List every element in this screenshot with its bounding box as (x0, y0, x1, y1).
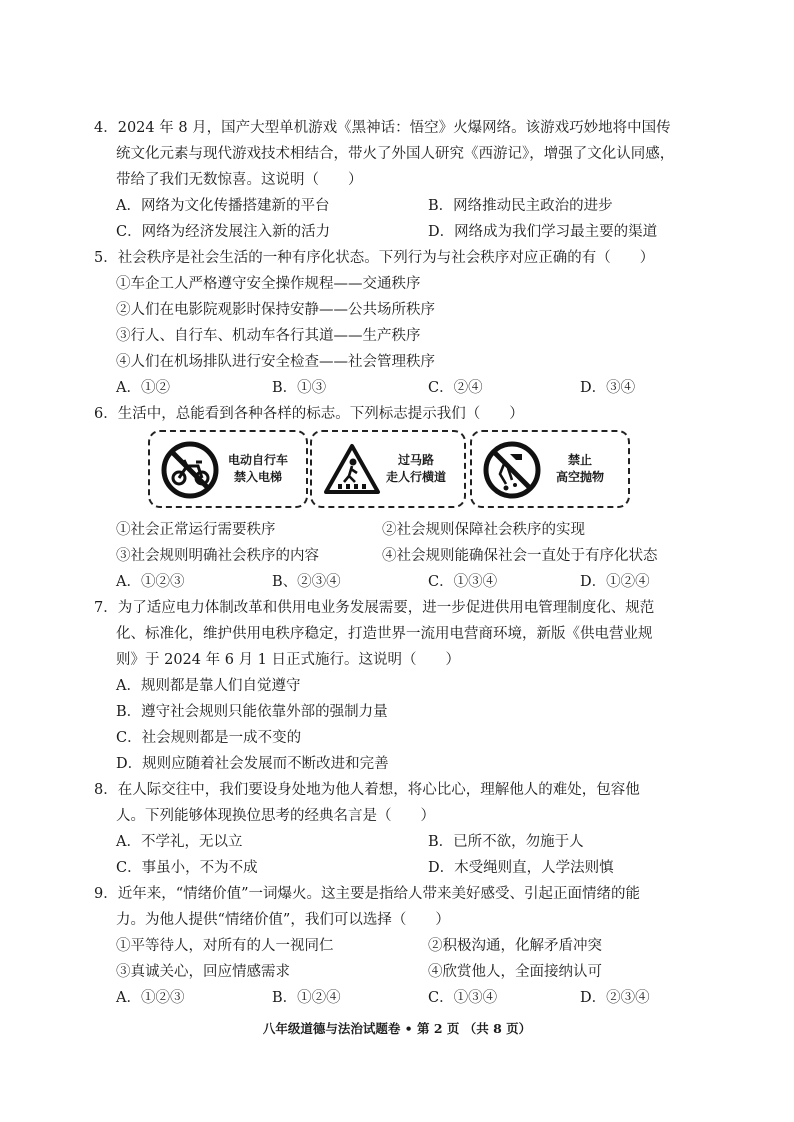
q7-option-c: C．社会规则都是一成不变的 (116, 730, 302, 746)
q6-option-a: A．①②③ (116, 574, 185, 590)
q7-option-a: A．规则都是靠人们自觉遵守 (116, 678, 301, 694)
sign-3-text (538, 452, 622, 486)
q4-line-1: 4．2024 年 8 月，国产大型单机游戏《黑神话：悟空》火爆网络。该游戏巧妙地将中国传 (94, 120, 671, 136)
q9-option-c: C．①③④ (428, 990, 498, 1006)
q7-line-2: 化、标准化，维护供用电秩序稳定，打造世界一流用电营商环境，新版《供电营业规 (116, 626, 653, 642)
q4-option-a: A．网络为文化传播搭建新的平台 (116, 198, 330, 214)
q9-line-1: 9．近年来，“情绪价值”一词爆火。这主要是指给人带来美好感受、引起正面情绪的能 (94, 886, 641, 902)
q6-option-c: C．①③④ (428, 574, 498, 590)
sign-3-line-2: 高空抛物 (555, 470, 604, 484)
sign-1-line-2: 禁入电梯 (233, 470, 282, 484)
q5-statement-3: ③行人、自行车、机动车各行其道——生产秩序 (116, 328, 421, 344)
sign-no-ebike-elevator (148, 430, 308, 508)
q8-option-c: C．事虽小，不为不成 (116, 860, 258, 876)
q9-option-a: A．①②③ (116, 990, 185, 1006)
q4-option-d: D．网络成为我们学习最主要的渠道 (428, 224, 658, 240)
q7-line-1: 7．为了适应电力体制改革和供用电业务发展需要，进一步促进供用电管理制度化、规范 (94, 600, 655, 616)
q6-line-1: 6．生活中，总能看到各种各样的标志。下列标志提示我们（ ） (94, 406, 524, 422)
q9-statement-4: ④欣赏他人，全面接纳认可 (428, 964, 602, 980)
q8-option-b: B．已所不欲，勿施于人 (428, 834, 584, 850)
sign-3-line-1: 禁止 (567, 453, 592, 467)
q7-line-3: 则》于 2024 年 6 月 1 日正式施行。这说明（ ） (116, 652, 461, 668)
q6-option-b: B、②③④ (272, 574, 341, 590)
q4-option-c: C．网络为经济发展注入新的活力 (116, 224, 331, 240)
sign-pedestrian-crossing (310, 430, 466, 508)
q5-option-b: B．①③ (272, 380, 327, 396)
sign-2-line-2: 走人行横道 (385, 470, 446, 484)
q8-option-a: A．不学礼，无以立 (116, 834, 243, 850)
no-ebike-icon (160, 440, 220, 500)
q8-line-2: 人。下列能够体现换位思考的经典名言是（ ） (116, 808, 435, 824)
q6-option-d: D．①②④ (580, 574, 650, 590)
q5-statement-2: ②人们在电影院观影时保持安静——公共场所秩序 (116, 302, 435, 318)
q5-line-1: 5．社会秩序是社会生活的一种有序化状态。下列行为与社会秩序对应正确的有（ ） (94, 250, 655, 266)
q5-statement-1: ①车企工人严格遵守安全操作规程——交通秩序 (116, 276, 421, 292)
sign-row (148, 430, 632, 512)
sign-1-line-1: 电动自行车 (227, 453, 288, 467)
q5-option-a: A．①② (116, 380, 170, 396)
sign-1-text (216, 452, 300, 486)
q6-statement-2: ②社会规则保障社会秩序的实现 (382, 522, 585, 538)
q8-line-1: 8．在人际交往中，我们要设身处地为他人着想，将心比心，理解他人的难处，包容他 (94, 782, 640, 798)
pedestrian-crossing-icon (322, 440, 382, 500)
q9-statement-1: ①平等待人，对所有的人一视同仁 (116, 938, 334, 954)
no-throwing-icon (482, 440, 542, 500)
q9-option-b: B．①②④ (272, 990, 341, 1006)
q4-line-2: 统文化元素与现代游戏技术相结合，带火了外国人研究《西游记》，增强了文化认同感， (116, 146, 675, 162)
q8-option-d: D．木受绳则直，人学法则慎 (428, 860, 614, 876)
q6-statement-4: ④社会规则能确保社会一直处于有序化状态 (382, 548, 658, 564)
q9-statement-2: ②积极沟通，化解矛盾冲突 (428, 938, 602, 954)
q6-statement-3: ③社会规则明确社会秩序的内容 (116, 548, 319, 564)
q4-line-3: 带给了我们无数惊喜。这说明（ ） (116, 172, 363, 188)
q9-line-2: 力。为他人提供“情绪价值”，我们可以选择（ ） (116, 912, 450, 928)
q7-option-d: D．规则应随着社会发展而不断改进和完善 (116, 756, 389, 772)
page-footer: 八年级道德与法治试题卷 • 第 2 页 （共 8 页） (262, 1021, 532, 1036)
sign-2-line-1: 过马路 (397, 453, 434, 467)
q5-option-c: C．②④ (428, 380, 483, 396)
q7-option-b: B．遵守社会规则只能依靠外部的强制力量 (116, 704, 388, 720)
sign-2-text (374, 452, 458, 486)
q9-statement-3: ③真诚关心，回应情感需求 (116, 964, 290, 980)
q4-option-b: B．网络推动民主政治的进步 (428, 198, 613, 214)
q5-option-d: D．③④ (580, 380, 636, 396)
q5-statement-4: ④人们在机场排队进行安全检查——社会管理秩序 (116, 354, 435, 370)
sign-no-high-throwing (470, 430, 630, 508)
q9-option-d: D．②③④ (580, 990, 650, 1006)
q6-statement-1: ①社会正常运行需要秩序 (116, 522, 276, 538)
